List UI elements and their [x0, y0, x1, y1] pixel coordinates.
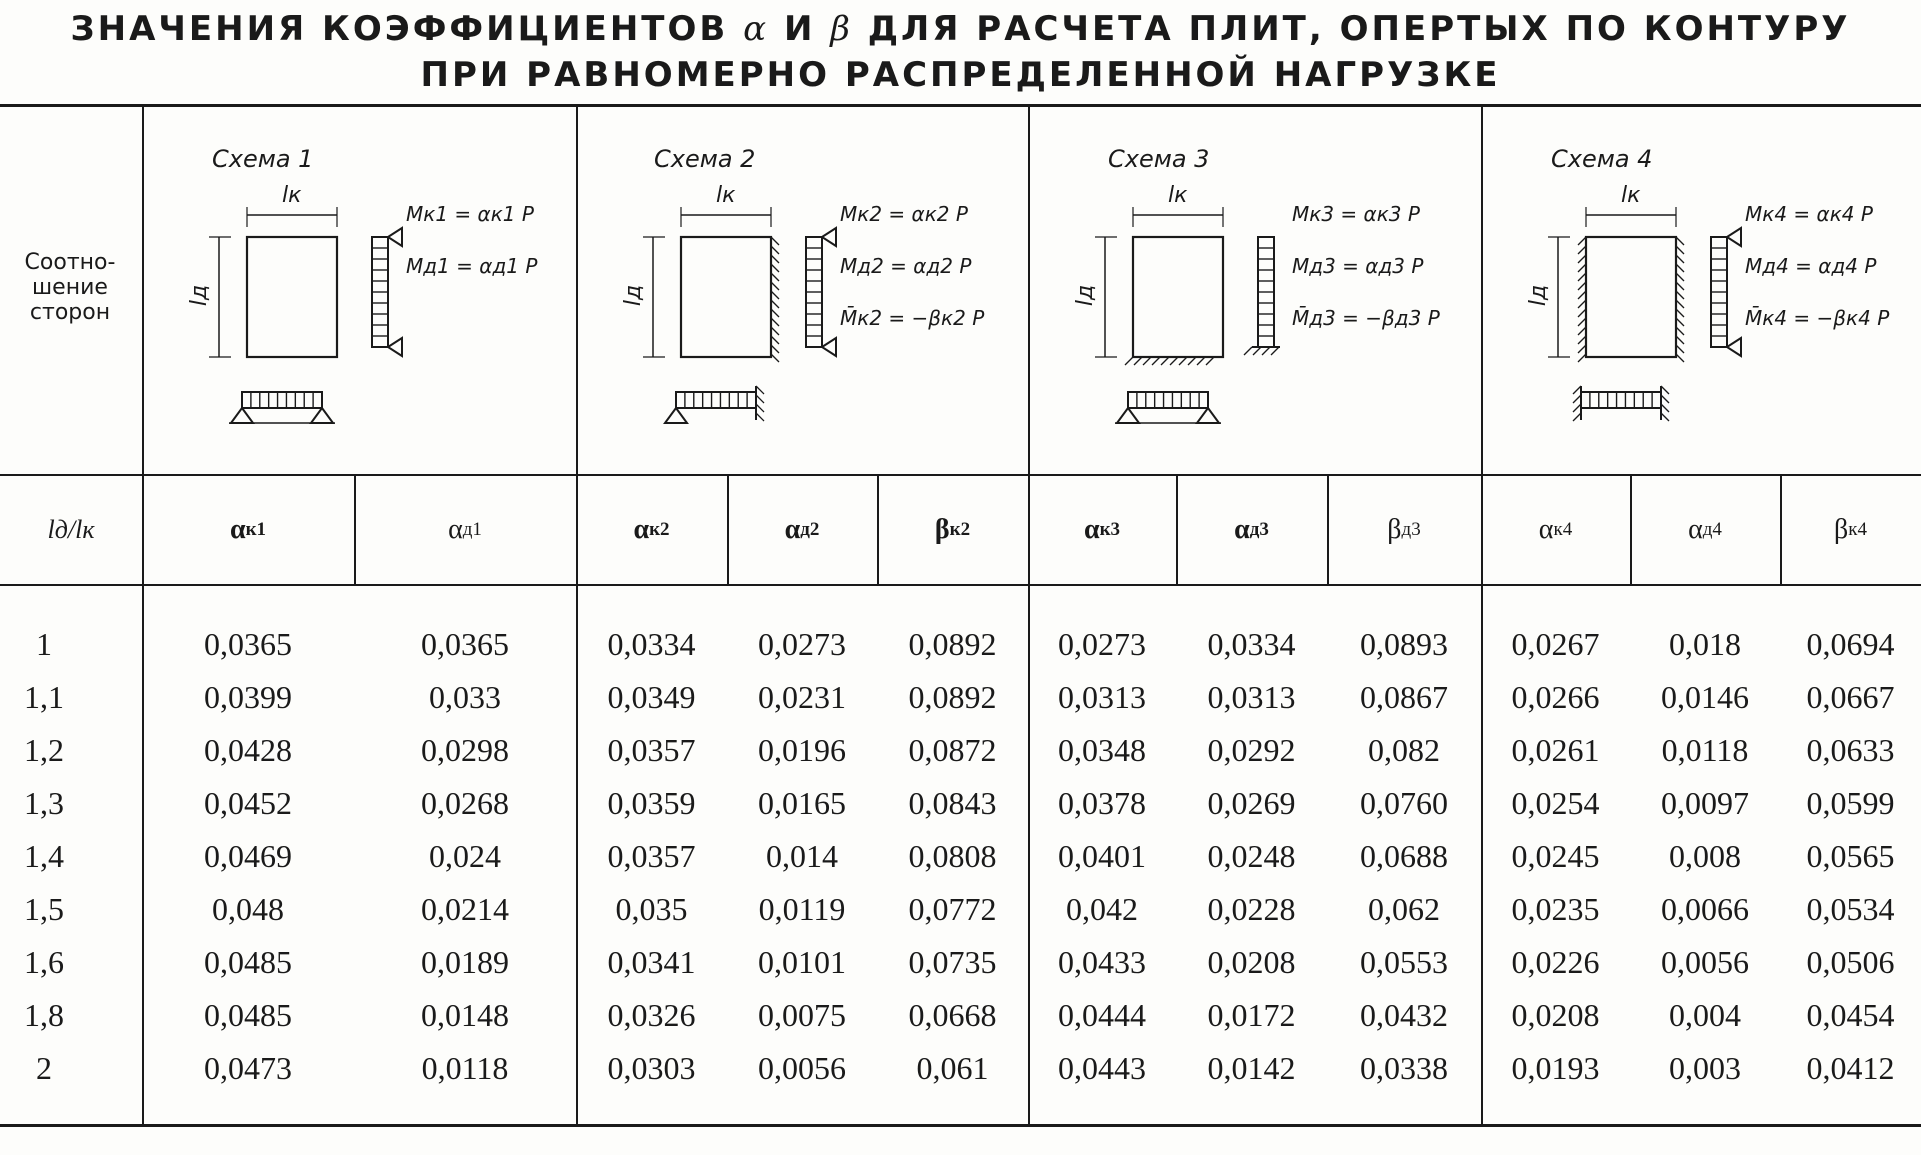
- column-header: [1028, 476, 1176, 584]
- dimension-y-label: lд: [621, 284, 647, 307]
- table-cell: 0,0668: [908, 997, 997, 1033]
- scheme-title: Схема 2: [654, 145, 756, 173]
- column-header: [576, 476, 727, 584]
- table-cell: 0,0872: [908, 732, 997, 768]
- table-cell: 0,0485: [204, 997, 292, 1033]
- table-cell: 0,0196: [758, 732, 846, 768]
- table-cell: 0,0473: [204, 1050, 292, 1086]
- table-cell: 0,0313: [1207, 679, 1296, 715]
- table-cell: 0,0433: [1058, 944, 1146, 980]
- column-symbol: α: [1234, 514, 1250, 545]
- table-cell: 0,0292: [1207, 732, 1296, 768]
- table-cell: 0,0534: [1806, 891, 1895, 927]
- scheme-formula: M̄к2 = −βк2 P: [840, 306, 985, 330]
- table-cell: 0,0326: [607, 997, 696, 1033]
- table-cell: 0,0208: [1511, 997, 1600, 1033]
- row-ratio: 1: [36, 626, 52, 662]
- table-cell: 0,0443: [1058, 1050, 1146, 1086]
- table-cell: 0,0633: [1806, 732, 1895, 768]
- column-subscript: д3: [1249, 519, 1269, 540]
- scheme-title: Схема 4: [1551, 145, 1653, 173]
- row-ratio: 1,8: [24, 997, 64, 1033]
- column-subscript: к2: [949, 519, 971, 540]
- table-cell: 0,0118: [421, 1050, 509, 1086]
- scheme-4: [1481, 107, 1921, 474]
- table-cell: 0,0378: [1058, 785, 1146, 821]
- row-ratio: 1,6: [24, 944, 64, 980]
- column-subscript: к4: [1848, 519, 1867, 540]
- scheme-3: [1028, 107, 1481, 474]
- dimension-y-label: lд: [1526, 284, 1552, 307]
- table-cell: 0,0399: [204, 679, 292, 715]
- scheme-formula: Mк1 = αк1 P: [406, 202, 534, 226]
- body-separator: [0, 584, 1921, 586]
- table-cell: 0,0066: [1661, 891, 1749, 927]
- table-cell: 0,0231: [758, 679, 846, 715]
- table-cell: 0,0444: [1058, 997, 1146, 1033]
- table-cell: 0,061: [916, 1050, 989, 1086]
- column-header: [142, 476, 354, 584]
- table-cell: 0,0357: [607, 732, 696, 768]
- table-cell: 0,0266: [1511, 679, 1600, 715]
- dimension-x-label: lк: [282, 183, 302, 208]
- table-cell: 0,0338: [1360, 1050, 1448, 1086]
- column-symbol: β: [934, 514, 950, 545]
- table-cell: 0,0867: [1360, 679, 1448, 715]
- table-cell: 0,0118: [1661, 732, 1749, 768]
- table-cell: 0,0208: [1207, 944, 1296, 980]
- column-subscript: д2: [800, 519, 820, 540]
- table-cell: 0,0760: [1360, 785, 1448, 821]
- table-cell: 0,0101: [758, 944, 846, 980]
- title-line-2: ПРИ РАВНОМЕРНО РАСПРЕДЕЛЕННОЙ НАГРУЗКЕ: [420, 55, 1501, 95]
- column-header: [727, 476, 877, 584]
- column-symbol: β: [1834, 514, 1849, 545]
- table-cell: 0,0075: [758, 997, 846, 1033]
- row-ratio: 1,1: [24, 679, 64, 715]
- table-cell: 0,0273: [1058, 626, 1146, 662]
- table-cell: 0,0893: [1360, 626, 1448, 662]
- table-cell: 0,0235: [1511, 891, 1600, 927]
- table-cell: 0,082: [1368, 732, 1440, 768]
- dimension-y-label: lд: [1073, 284, 1099, 307]
- table-cell: 0,0165: [758, 785, 846, 821]
- table-cell: 0,0056: [1661, 944, 1749, 980]
- scheme-formula: M̄к4 = −βк4 P: [1745, 306, 1890, 330]
- table-cell: 0,0412: [1806, 1050, 1895, 1086]
- table-cell: 0,0267: [1511, 626, 1600, 662]
- table-cell: 0,0599: [1806, 785, 1895, 821]
- title-line-1: ЗНАЧЕНИЯ КОЭФФИЦИЕНТОВ α И β ДЛЯ РАСЧЕТА ПЛИТ, ОПЕРТЫХ ПО КОНТУРУ: [70, 9, 1851, 49]
- ratio-header-label: Соотно- шение сторон: [24, 250, 116, 325]
- column-header: [877, 476, 1028, 584]
- table-cell: 0,0248: [1207, 838, 1296, 874]
- table-cell: 0,042: [1066, 891, 1138, 927]
- table-cell: 0,0735: [908, 944, 997, 980]
- scheme-formula: Mк2 = αк2 P: [840, 202, 968, 226]
- table-cell: 0,0432: [1360, 997, 1448, 1033]
- column-header: [1327, 476, 1481, 584]
- column-subscript: д3: [1401, 519, 1421, 540]
- scheme-formula: Mк4 = αк4 P: [1745, 202, 1873, 226]
- table-cell: 0,0688: [1360, 838, 1448, 874]
- table-cell: 0,033: [429, 679, 501, 715]
- column-subscript: к4: [1553, 519, 1573, 540]
- table-cell: 0,0142: [1207, 1050, 1296, 1086]
- dimension-x-label: lк: [716, 183, 736, 208]
- table-cell: 0,024: [429, 838, 501, 874]
- table-cell: 0,0401: [1058, 838, 1146, 874]
- table-cell: 0,0469: [204, 838, 292, 874]
- table-cell: 0,0452: [204, 785, 292, 821]
- table-cell: 0,0365: [204, 626, 292, 662]
- table-cell: 0,0303: [607, 1050, 696, 1086]
- column-symbol: α: [1538, 514, 1554, 545]
- row-ratio: 1,4: [24, 838, 64, 874]
- table-cell: 0,0359: [607, 785, 696, 821]
- column-symbol: α: [633, 514, 650, 545]
- table-cell: 0,008: [1669, 838, 1741, 874]
- column-header: [1780, 476, 1921, 584]
- column-symbol: α: [1688, 514, 1703, 545]
- column-header: [1481, 476, 1630, 584]
- table-cell: 0,0056: [758, 1050, 846, 1086]
- table-cell: 0,018: [1669, 626, 1741, 662]
- table-cell: 0,062: [1368, 891, 1440, 927]
- table-cell: 0,0454: [1806, 997, 1895, 1033]
- table-cell: 0,0193: [1511, 1050, 1600, 1086]
- table-cell: 0,0892: [908, 626, 997, 662]
- scheme-formula: M̄д3 = −βд3 P: [1292, 306, 1440, 330]
- table-cell: 0,0485: [204, 944, 292, 980]
- table-bottom-rule: [0, 1124, 1921, 1127]
- table-cell: 0,0298: [421, 732, 509, 768]
- column-subscript: д1: [462, 519, 482, 540]
- table-cell: 0,0226: [1511, 944, 1600, 980]
- row-ratio: 1,2: [24, 732, 64, 768]
- scheme-formula: Mк3 = αк3 P: [1292, 202, 1420, 226]
- table-cell: 0,0172: [1207, 997, 1296, 1033]
- scheme-1: [142, 107, 576, 474]
- table-cell: 0,0228: [1207, 891, 1296, 927]
- table-cell: 0,0146: [1661, 679, 1749, 715]
- scheme-2: [576, 107, 1028, 474]
- table-cell: 0,0189: [421, 944, 509, 980]
- table-cell: 0,0808: [908, 838, 997, 874]
- table-cell: 0,0254: [1511, 785, 1600, 821]
- table-cell: 0,0268: [421, 785, 509, 821]
- scheme-formula: Mд4 = αд4 P: [1745, 254, 1877, 278]
- table-cell: 0,0506: [1806, 944, 1895, 980]
- column-symbol: α: [229, 514, 246, 545]
- column-symbol: α: [1083, 514, 1100, 545]
- column-subscript: к1: [245, 519, 267, 540]
- scheme-title: Схема 3: [1108, 145, 1210, 173]
- scheme-formula: Mд3 = αд3 P: [1292, 254, 1424, 278]
- table-cell: 0,0357: [607, 838, 696, 874]
- column-subscript: к2: [649, 519, 670, 540]
- table-cell: 0,0148: [421, 997, 509, 1033]
- table-cell: 0,0667: [1806, 679, 1895, 715]
- table-cell: 0,0261: [1511, 732, 1600, 768]
- column-header: [1176, 476, 1327, 584]
- table-cell: 0,0349: [607, 679, 696, 715]
- table-cell: 0,0892: [908, 679, 997, 715]
- table-cell: 0,0843: [908, 785, 997, 821]
- table-cell: 0,0553: [1360, 944, 1448, 980]
- table-cell: 0,0694: [1806, 626, 1895, 662]
- table-cell: 0,0341: [607, 944, 696, 980]
- table-cell: 0,0269: [1207, 785, 1296, 821]
- table-title: [0, 6, 1921, 98]
- table-cell: 0,0119: [758, 891, 846, 927]
- dimension-x-label: lк: [1168, 183, 1188, 208]
- column-symbol: β: [1387, 514, 1402, 545]
- table-cell: 0,0772: [908, 891, 997, 927]
- table-cell: 0,048: [212, 891, 284, 927]
- table-cell: 0,0565: [1806, 838, 1895, 874]
- table-cell: 0,0214: [421, 891, 509, 927]
- table-cell: 0,0313: [1058, 679, 1146, 715]
- column-symbol: α: [448, 514, 463, 545]
- column-header: [354, 476, 576, 584]
- table-cell: 0,035: [615, 891, 688, 927]
- column-subscript: к3: [1099, 519, 1121, 540]
- table-cell: 0,004: [1669, 997, 1741, 1033]
- scheme-formula: Mд2 = αд2 P: [840, 254, 972, 278]
- dimension-x-label: lк: [1621, 183, 1641, 208]
- table-cell: 0,003: [1669, 1050, 1741, 1086]
- ratio-symbol-header: lд/lк: [47, 515, 95, 544]
- table-cell: 0,0334: [607, 626, 696, 662]
- row-ratio: 1,5: [24, 891, 64, 927]
- dimension-y-label: lд: [187, 284, 213, 307]
- row-ratio: 1,3: [24, 785, 64, 821]
- table-cell: 0,0365: [421, 626, 509, 662]
- column-symbol: α: [784, 514, 801, 545]
- row-ratio: 2: [36, 1050, 52, 1086]
- table-cell: 0,014: [766, 838, 838, 874]
- column-header: [1630, 476, 1780, 584]
- scheme-formula: Mд1 = αд1 P: [406, 254, 538, 278]
- table-cell: 0,0428: [204, 732, 292, 768]
- scheme-title: Схема 1: [212, 145, 314, 173]
- table-cell: 0,0348: [1058, 732, 1146, 768]
- table-cell: 0,0097: [1661, 785, 1749, 821]
- table-cell: 0,0245: [1511, 838, 1600, 874]
- column-subscript: д4: [1702, 519, 1722, 540]
- table-cell: 0,0273: [758, 626, 846, 662]
- table-cell: 0,0334: [1207, 626, 1296, 662]
